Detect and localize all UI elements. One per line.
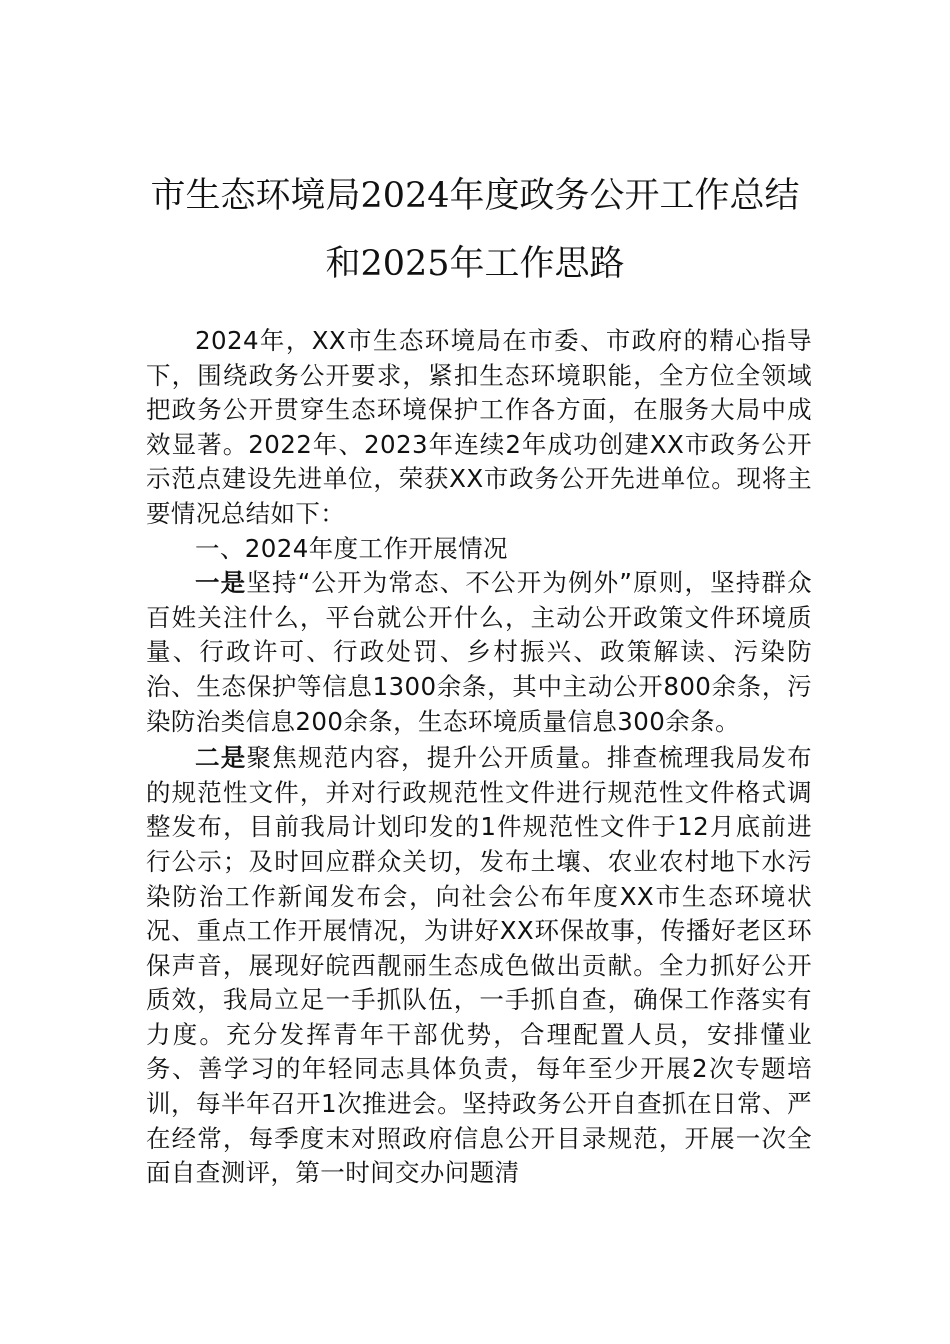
item-2-lead: 二是 — [195, 743, 247, 773]
title-line-1: 市生态环境局2024年度政务公开工作总结 — [150, 176, 800, 216]
intro-paragraph: 2024年，XX市生态环境局在市委、市政府的精心指导下，围绕政务公开要求，紧扣生态环境职能，全方位全领域把政务公开贯穿生态环境保护工作各方面，在服务大局中成效显著。2022年、2023年连续2年成功创建XX市政务公开示范点建设先进单位，荣获XX市政务公开先进单位。现将主要情况总结如下： — [146, 326, 812, 528]
item-1-text: 坚持“公开为常态、不公开为例外”原则，坚持群众百姓关注什么，平台就公开什么，主动公开政策文件环境质量、行政许可、行政处罚、乡村振兴、政策解读、污染防治、生态保护等信息1300余条，其中主动公开800余条，污染防治类信息200余条，生态环境质量信息300余条。 — [146, 568, 812, 736]
document-title — [120, 162, 830, 298]
document-body — [146, 324, 812, 1191]
item-1-lead: 一是 — [195, 568, 247, 598]
item-2-paragraph — [146, 741, 812, 1191]
section-heading: 一、2024年度工作开展情况 — [195, 533, 508, 563]
item-1-paragraph — [146, 566, 812, 739]
title-line-2: 和2025年工作思路 — [325, 244, 625, 284]
item-2-text: 聚焦规范内容，提升公开质量。排查梳理我局发布的规范性文件，并对行政规范性文件进行规范性文件格式调整发布，目前我局计划印发的1件规范性文件于12月底前进行公示；及时回应群众关切，发布土壤、农业农村地下水污染防治工作新闻发布会，向社会公布年度XX市生态环境状况、重点工作开展情况，为讲好XX环保故事，传播好老区环保声音，展现好皖西靓丽生态成色做出贡献。全力抓好公开质效，我局立足一手抓队伍，一手抓自查，确保工作落实有力度。充分发挥青年干部优势，合理配置人员，安排懂业务、善学习的年轻同志具体负责，每年至少开展2次专题培训，每半年召开1次推进会。坚持政务公开自查抓在日常、严在经常，每季度末对照政府信息公开目录规范，开展一次全面自查测评，第一时间交办问题清 — [146, 743, 812, 1188]
